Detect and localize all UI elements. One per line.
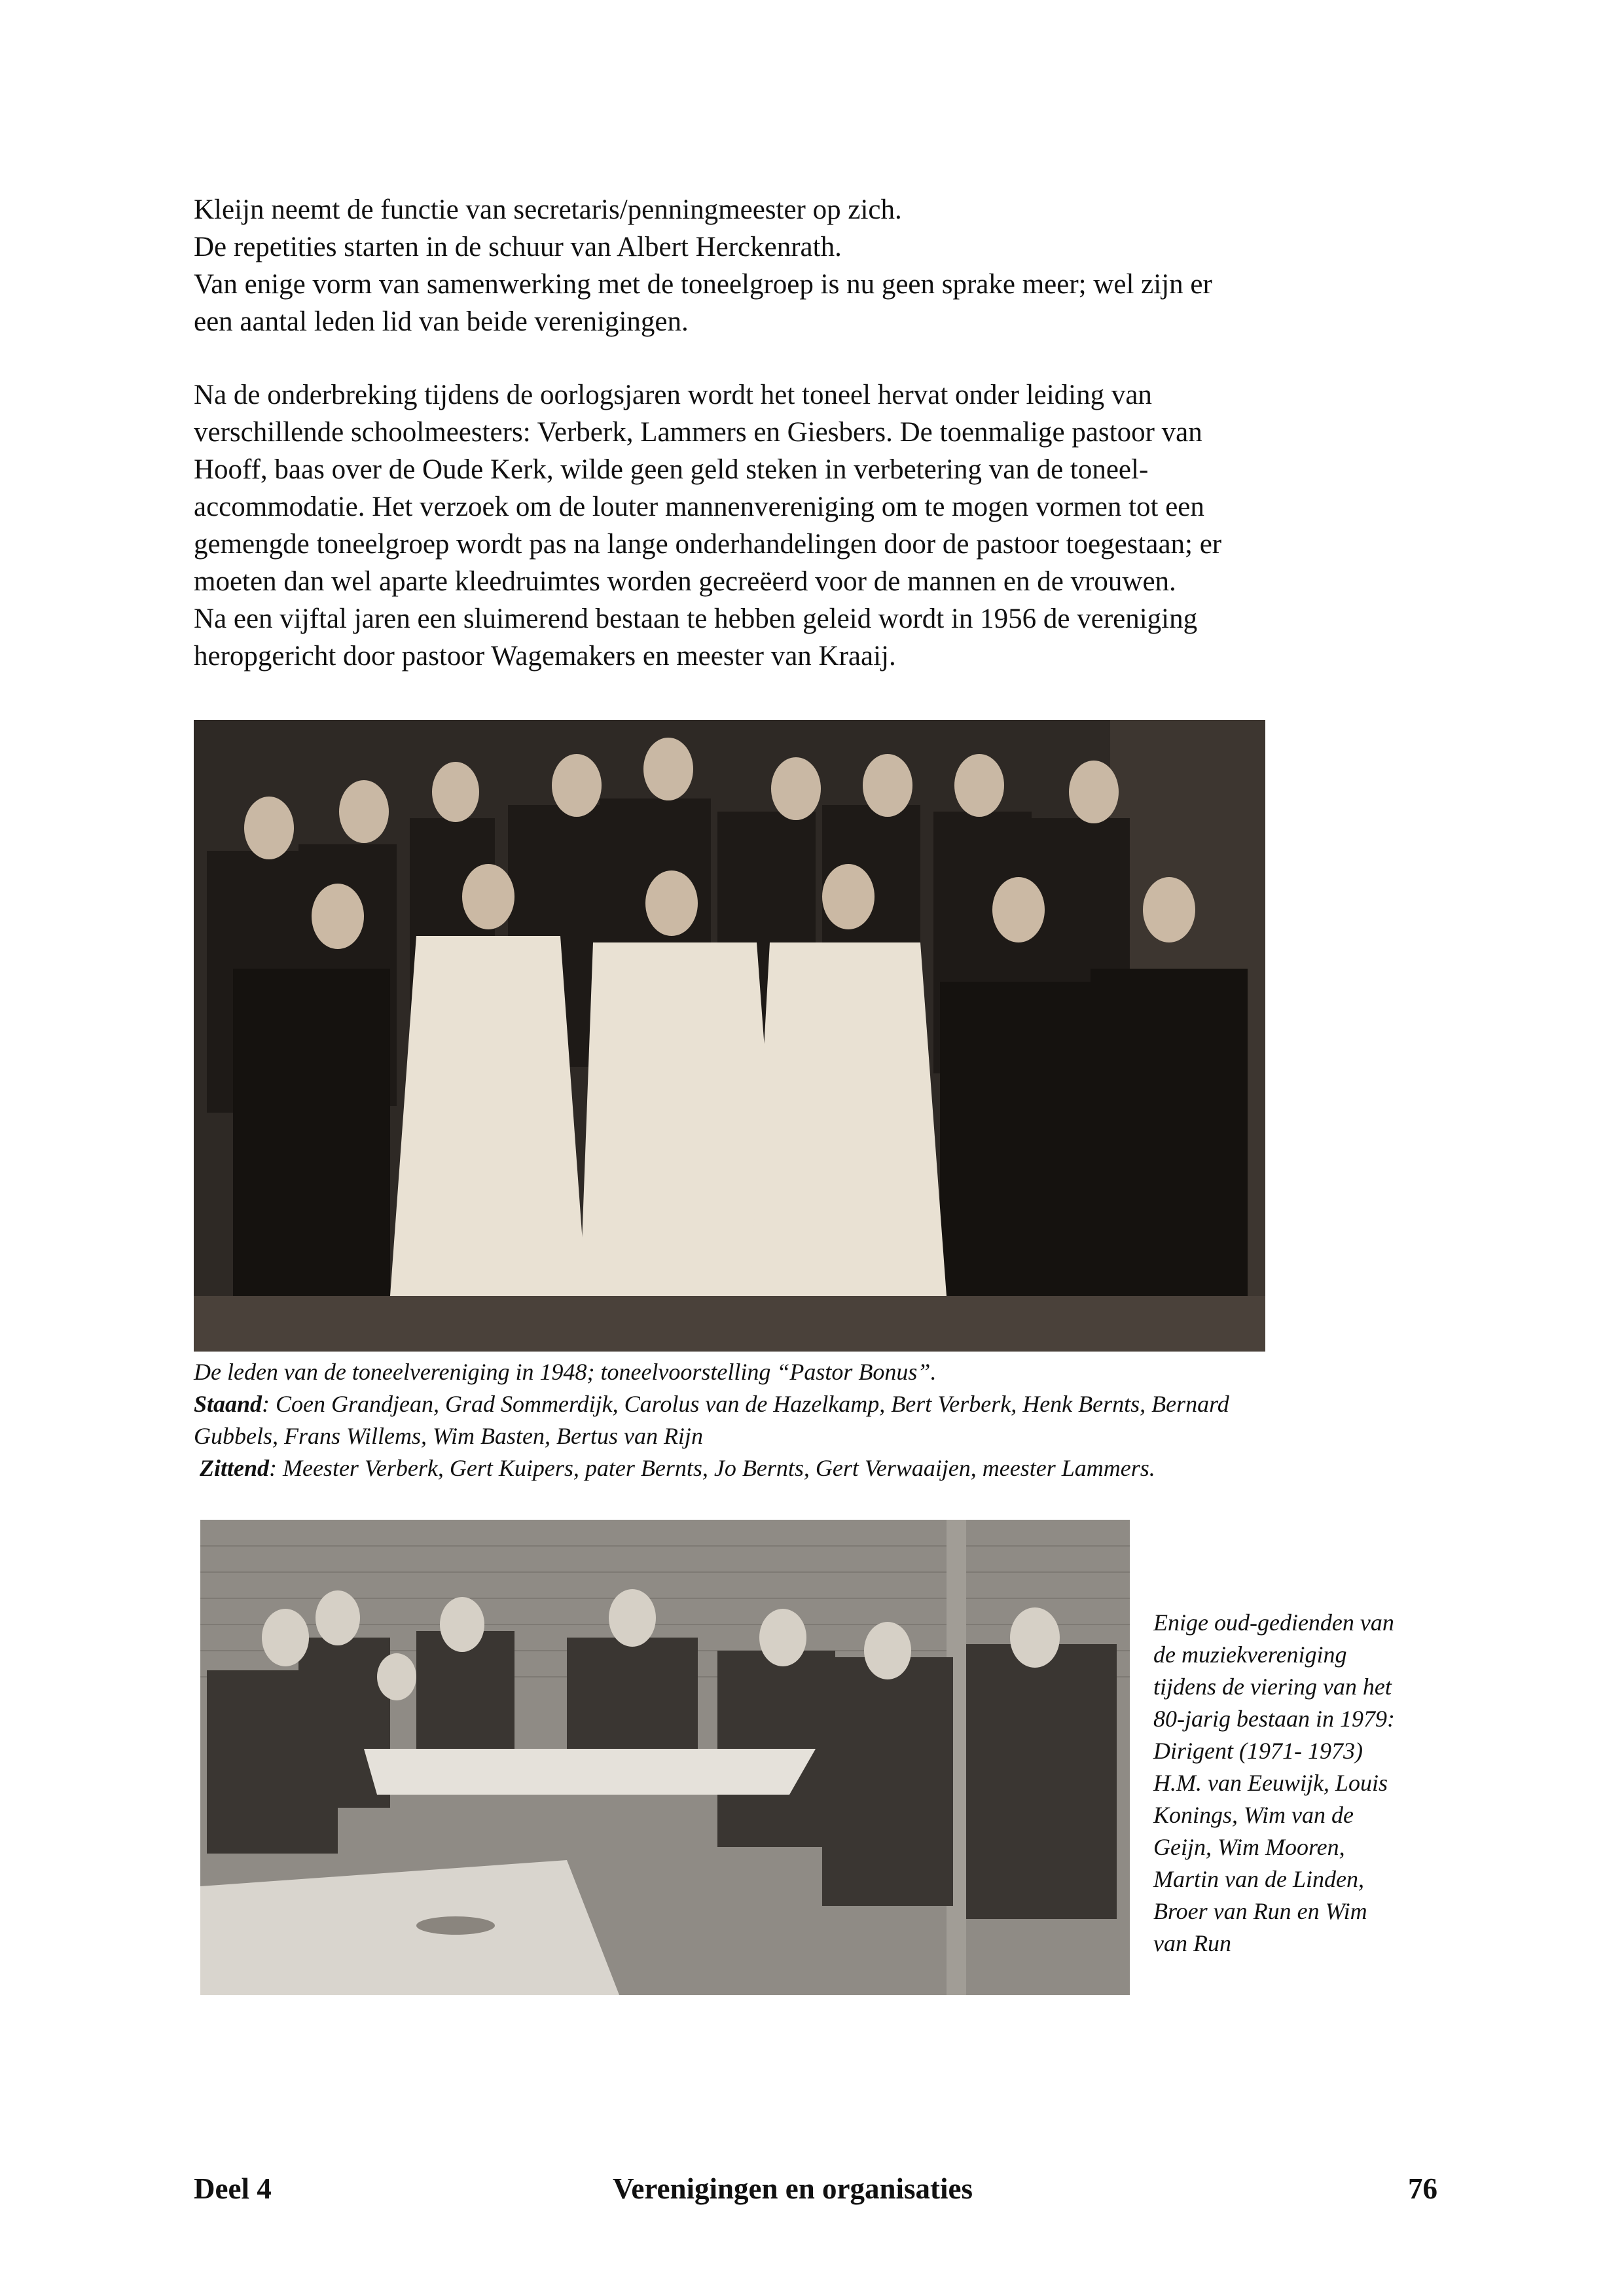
caption-line: Broer van Run en Wim	[1153, 1898, 1367, 1924]
caption-line: 80-jarig bestaan in 1979:	[1153, 1706, 1395, 1732]
caption-staand-text: : Coen Grandjean, Grad Sommerdijk, Carolus van de Hazelkamp, Bert Verberk, Henk Bernts, Bernard	[262, 1391, 1229, 1417]
text-line: accommodatie. Het verzoek om de louter mannenvereniging om te mogen vormen tot een	[194, 492, 1204, 522]
caption-zittend-text: : Meester Verberk, Gert Kuipers, pater Bernts, Jo Bernts, Gert Verwaaijen, meester Lammers.	[269, 1455, 1155, 1481]
text-line: gemengde toneelgroep wordt pas na lange onderhandelingen door de pastoor toegestaan; er	[194, 529, 1222, 560]
page-number: 76	[1408, 2172, 1437, 2205]
caption-line: H.M. van Eeuwijk, Louis	[1153, 1770, 1388, 1796]
photo-music-veterans-1979	[200, 1520, 1130, 1995]
photo-1-caption	[194, 1356, 1477, 1484]
caption-line: van Run	[1153, 1930, 1231, 1956]
text-line: De repetities starten in de schuur van Albert Herckenrath.	[194, 232, 842, 262]
caption-line: Dirigent (1971- 1973)	[1153, 1738, 1363, 1764]
text-line: verschillende schoolmeesters: Verberk, Lammers en Giesbers. De toenmalige pastoor van	[194, 417, 1202, 448]
caption-label-staand: Staand	[194, 1391, 262, 1417]
caption-line: Geijn, Wim Mooren,	[1153, 1834, 1345, 1860]
footer-part-label: Deel 4	[194, 2172, 272, 2205]
text-line: moeten dan wel aparte kleedruimtes worden gecreëerd voor de mannen en de vrouwen.	[194, 566, 1176, 597]
paragraph-2	[194, 376, 1437, 675]
caption-label-zittend: Zittend	[200, 1455, 269, 1481]
caption-line: de muziekvereniging	[1153, 1641, 1347, 1668]
caption-line: Gubbels, Frans Willems, Wim Basten, Bertus van Rijn	[194, 1423, 703, 1449]
caption-line	[194, 1388, 1477, 1420]
caption-line: Enige oud-gedienden van	[1153, 1609, 1394, 1636]
caption-line	[194, 1452, 1477, 1484]
photo-2-caption	[1153, 1607, 1441, 1960]
text-line: heropgericht door pastoor Wagemakers en meester van Kraaij.	[194, 641, 896, 672]
paragraph-1	[194, 191, 1437, 340]
text-line: Kleijn neemt de functie van secretaris/penningmeester op zich.	[194, 194, 902, 225]
caption-line: De leden van de toneelvereniging in 1948; toneelvoorstelling “Pastor Bonus”.	[194, 1359, 937, 1385]
page-footer	[194, 2172, 1437, 2211]
caption-line: Martin van de Linden,	[1153, 1866, 1364, 1892]
text-line: Na een vijftal jaren een sluimerend bestaan te hebben geleid wordt in 1956 de vereniging	[194, 603, 1198, 634]
text-line: Van enige vorm van samenwerking met de toneelgroep is nu geen sprake meer; wel zijn er	[194, 269, 1212, 300]
text-line: een aantal leden lid van beide verenigingen.	[194, 306, 689, 337]
caption-line: Konings, Wim van de	[1153, 1802, 1354, 1828]
text-line: Hooff, baas over de Oude Kerk, wilde geen geld steken in verbetering van de toneel-	[194, 454, 1149, 485]
text-line: Na de onderbreking tijdens de oorlogsjaren wordt het toneel hervat onder leiding van	[194, 380, 1152, 410]
footer-section-title: Verenigingen en organisaties	[613, 2172, 973, 2205]
photo-theatre-group-1948	[194, 720, 1265, 1352]
caption-line: tijdens de viering van het	[1153, 1674, 1392, 1700]
